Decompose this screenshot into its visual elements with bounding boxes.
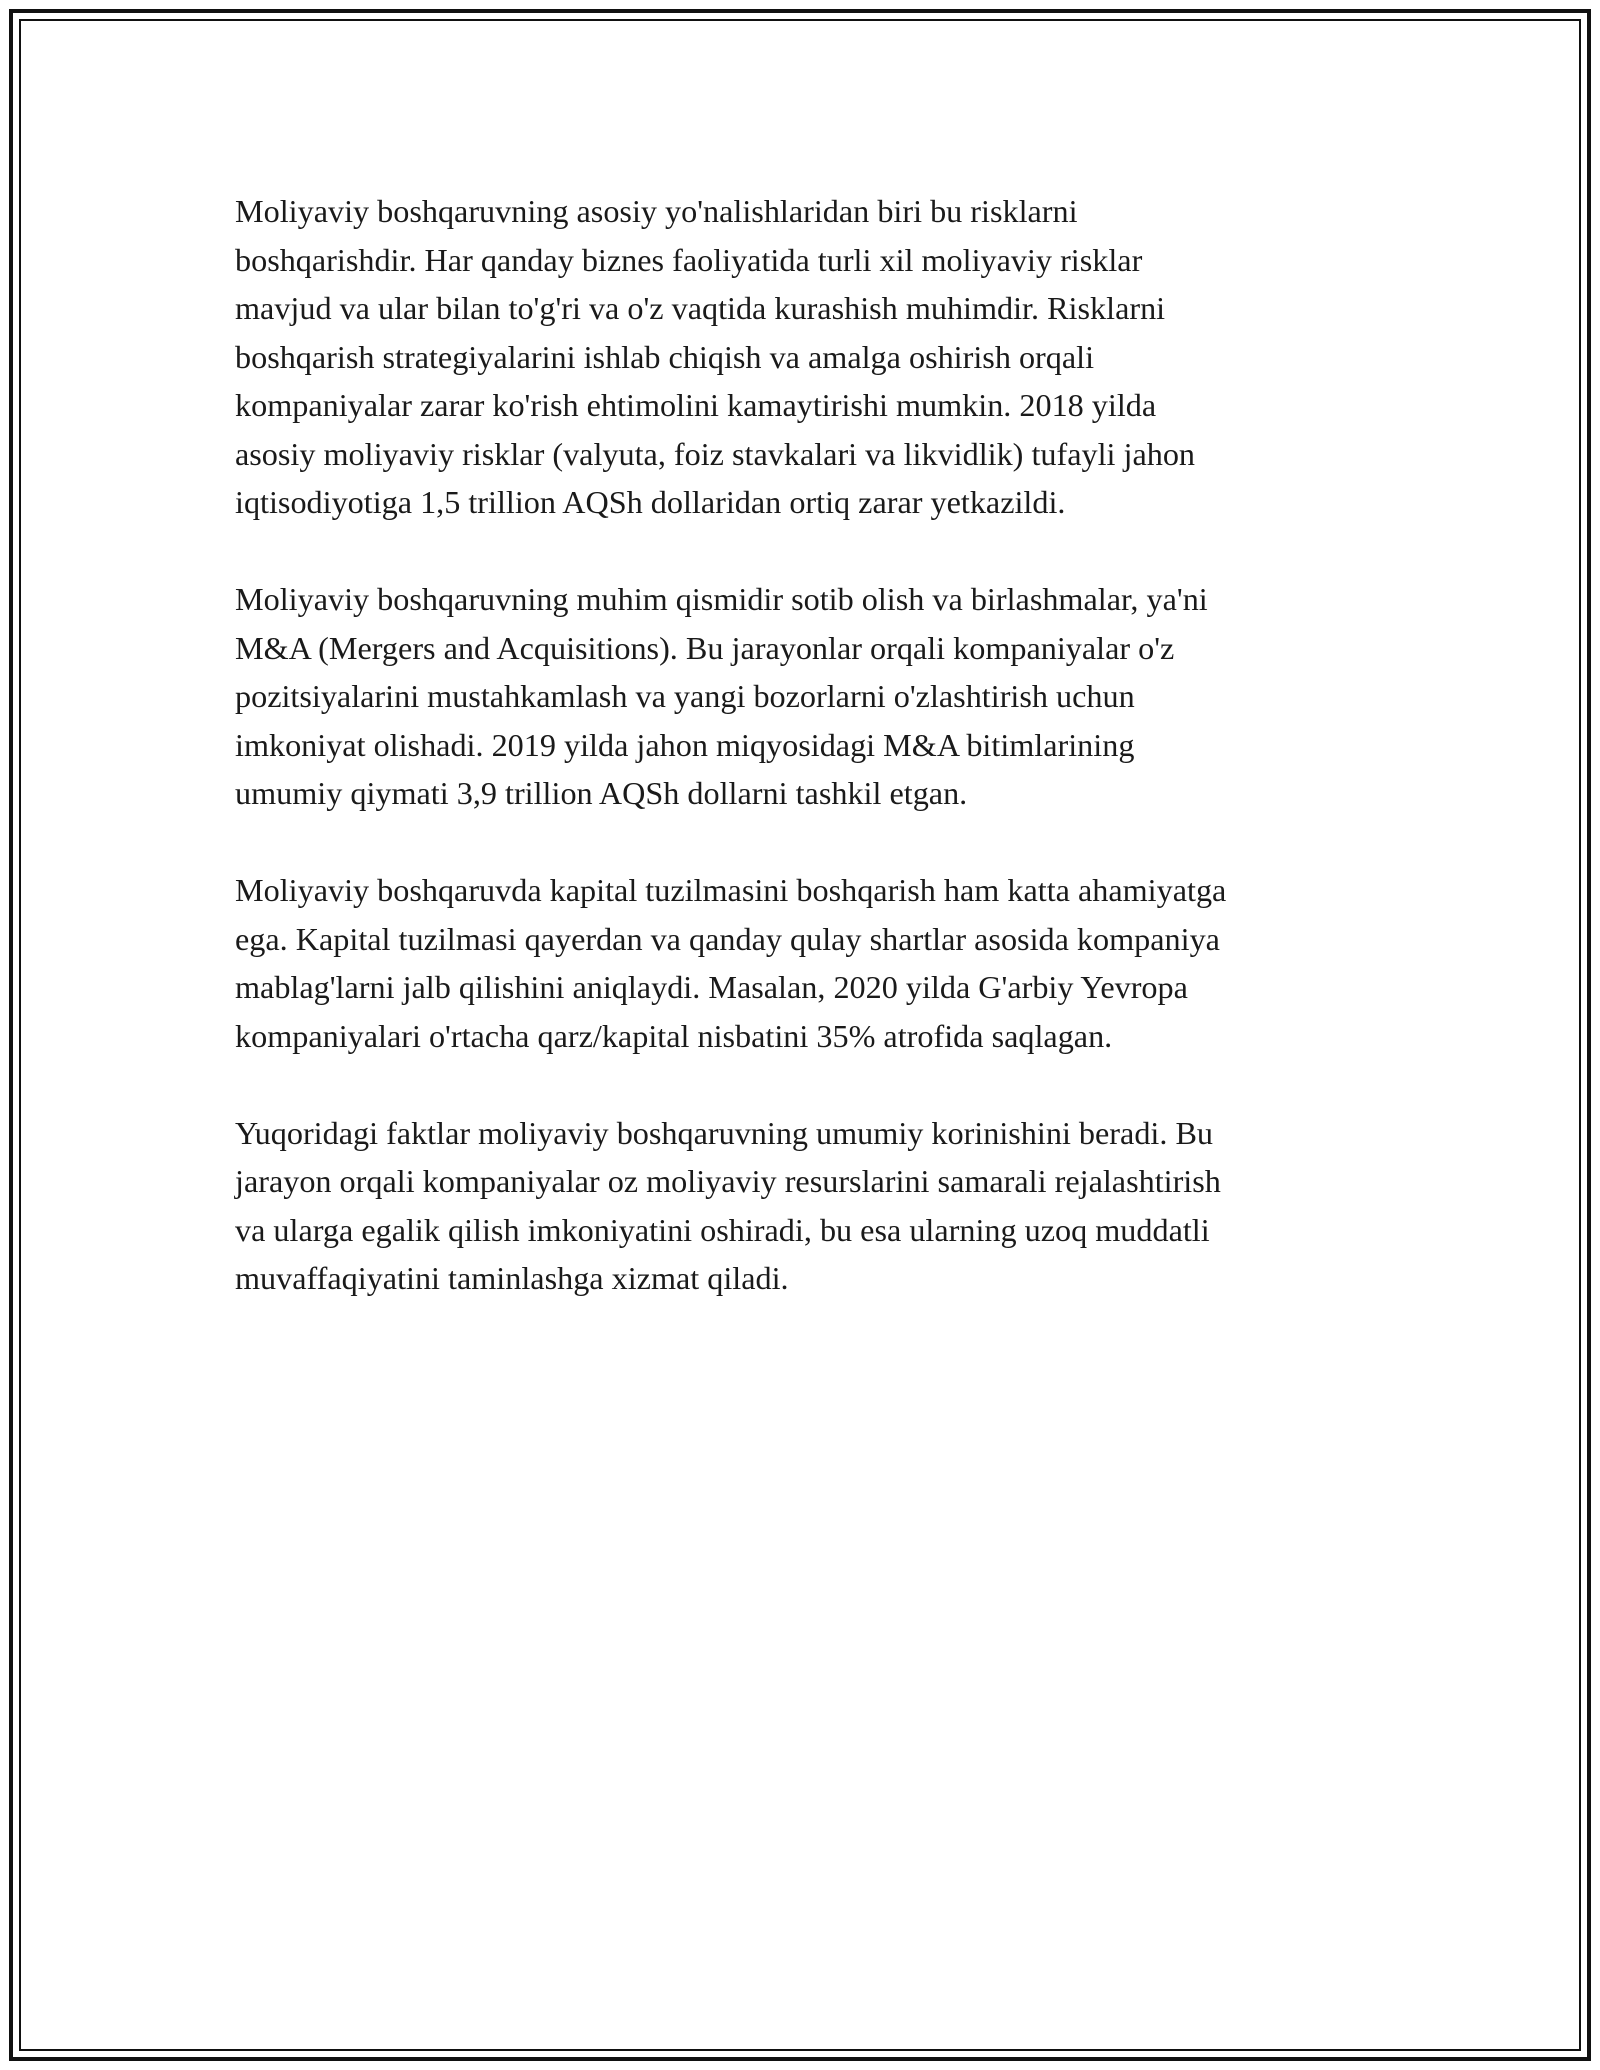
paragraph-capital-structure: Moliyaviy boshqaruvda kapital tuzilmasini boshqarish ham katta ahamiyatga ega. Kapital tuzilmasi qayerdan va qanday qulay shartlar asosida kompaniya mablag'larni jalb qilishini aniqlaydi. Masalan, 2020 yilda G'arbiy Yevropa kompaniyalari o'rtacha qarz/kapital nisbatini 35% atrofida saqlagan. [235, 872, 1227, 1054]
document-body [235, 187, 1365, 1351]
paragraph-conclusion: Yuqoridagi faktlar moliyaviy boshqaruvning umumiy korinishini beradi. Bu jarayon orqali kompaniyalar oz moliyaviy resurslarini samarali rejalashtirish va ularga egalik qilish imkoniyatini oshiradi, bu esa ularning uzoq muddatli muvaffaqiyatini taminlashga xizmat qiladi. [235, 1114, 1221, 1296]
paragraph-risk-management: Moliyaviy boshqaruvning asosiy yo'nalishlaridan biri bu risklarni boshqarishdir. Har qanday biznes faoliyatida turli xil moliyaviy risklar mavjud va ular bilan to'g'ri va o'z vaqtida kurashish muhimdir. Risklarni boshqarish strategiyalarini ishlab chiqish va amalga oshirish orqali kompaniyalar zarar ko'rish ehtimolini kamaytirishi mumkin. 2018 yilda asosiy moliyaviy risklar (valyuta, foiz stavkalari va likvidlik) tufayli jahon iqtisodiyotiga 1,5 trillion AQSh dollaridan ortiq zarar yetkazildi. [235, 193, 1196, 520]
paragraph-mergers-acquisitions: Moliyaviy boshqaruvning muhim qismidir sotib olish va birlashmalar, ya'ni M&A (Mergers and Acquisitions). Bu jarayonlar orqali kompaniyalar o'z pozitsiyalarini mustahkamlash va yangi bozorlarni o'zlashtirish uchun imkoniyat olishadi. 2019 yilda jahon miqyosidagi M&A bitimlarining umumiy qiymati 3,9 trillion AQSh dollarni tashkil etgan. [235, 581, 1208, 811]
